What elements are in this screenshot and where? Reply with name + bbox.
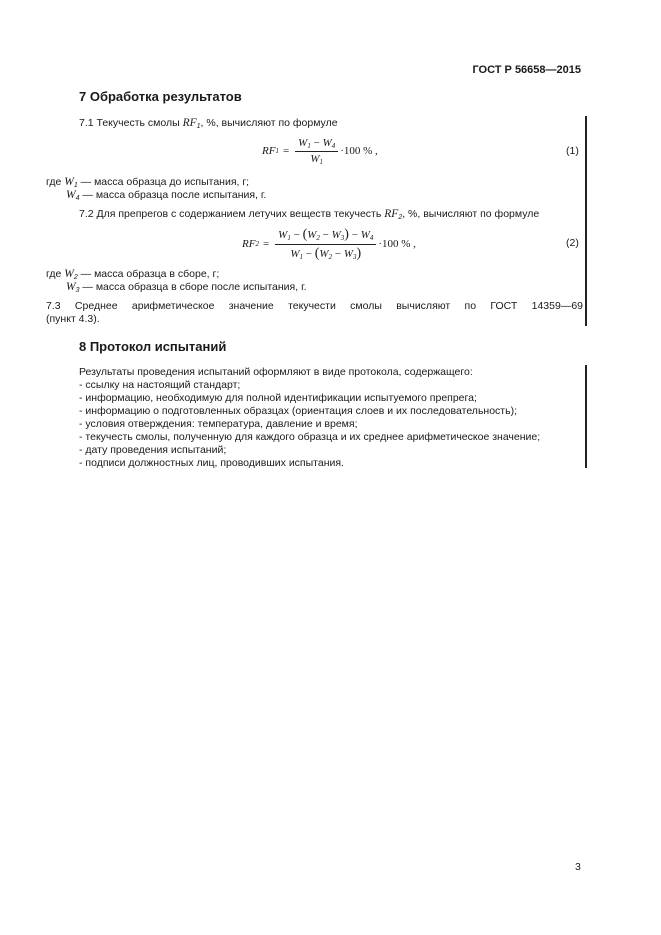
list-item: - информацию, необходимую для полной идентификации испытуемого препрега; xyxy=(79,392,477,404)
protocol-intro: Результаты проведения испытаний оформляют в виде протокола, содержащего: xyxy=(79,366,473,378)
list-item: - условия отверждения: температура, давление и время; xyxy=(79,418,358,430)
change-bar-section-7 xyxy=(585,116,587,326)
paragraph-7-3-line-2: (пункт 4.3). xyxy=(46,313,100,325)
formula-2-number: (2) xyxy=(566,237,579,249)
paragraph-7-2: 7.2 Для препрегов с содержанием летучих веществ текучесть $RF_2$, %, вычисляют по формуле xyxy=(79,208,540,221)
formula-1: RF 1 = $\frac{W_1 - W_4}{W_1}$ ·100 % , xyxy=(262,136,378,166)
standard-designation: ГОСТ Р 56658—2015 xyxy=(472,64,581,76)
paragraph-7-3-line-1: 7.3 Среднее арифметическое значение текучести смолы вычисляют по ГОСТ 14359—69 xyxy=(46,300,583,312)
where-w4: $W_4$ — масса образца после испытания, г. xyxy=(66,189,267,202)
page-number: 3 xyxy=(575,861,581,873)
list-item: - текучесть смолы, полученную для каждого образца и их среднее арифметическое значение; xyxy=(79,431,541,443)
where-w1: где $W_1$ — масса образца до испытания, г; xyxy=(46,176,250,189)
section-7-title: 7 Обработка результатов xyxy=(79,89,242,104)
formula-1-number: (1) xyxy=(566,145,579,157)
list-item: - подписи должностных лиц, проводивших испытания. xyxy=(79,457,344,469)
change-bar-section-8 xyxy=(585,365,587,468)
list-item: - дату проведения испытаний; xyxy=(79,444,227,456)
list-item: - ссылку на настоящий стандарт; xyxy=(79,379,241,391)
section-8-title: 8 Протокол испытаний xyxy=(79,339,227,354)
where-w2: где $W_2$ — масса образца в сборе, г; xyxy=(46,268,220,281)
formula-2: RF 2 = $\frac{W_1 - (W_2 - W_3) - W_4}{W_1 - (W_2 - W_3)}$ ·100 % , xyxy=(242,226,416,261)
formula-1-fraction: $\frac{W_1 - W_4}{W_1}$ xyxy=(295,137,338,166)
paragraph-7-1: 7.1 Текучесть смолы $RF_1$, %, вычисляют по формуле xyxy=(79,117,338,130)
where-w3: $W_3$ — масса образца в сборе после испытания, г. xyxy=(66,281,307,294)
formula-2-fraction: $\frac{W_1 - (W_2 - W_3) - W_4}{W_1 - (W_2 - W_3)}$ xyxy=(275,227,376,262)
list-item: - информацию о подготовленных образцах (ориентация слоев и их последовательность); xyxy=(79,405,517,417)
